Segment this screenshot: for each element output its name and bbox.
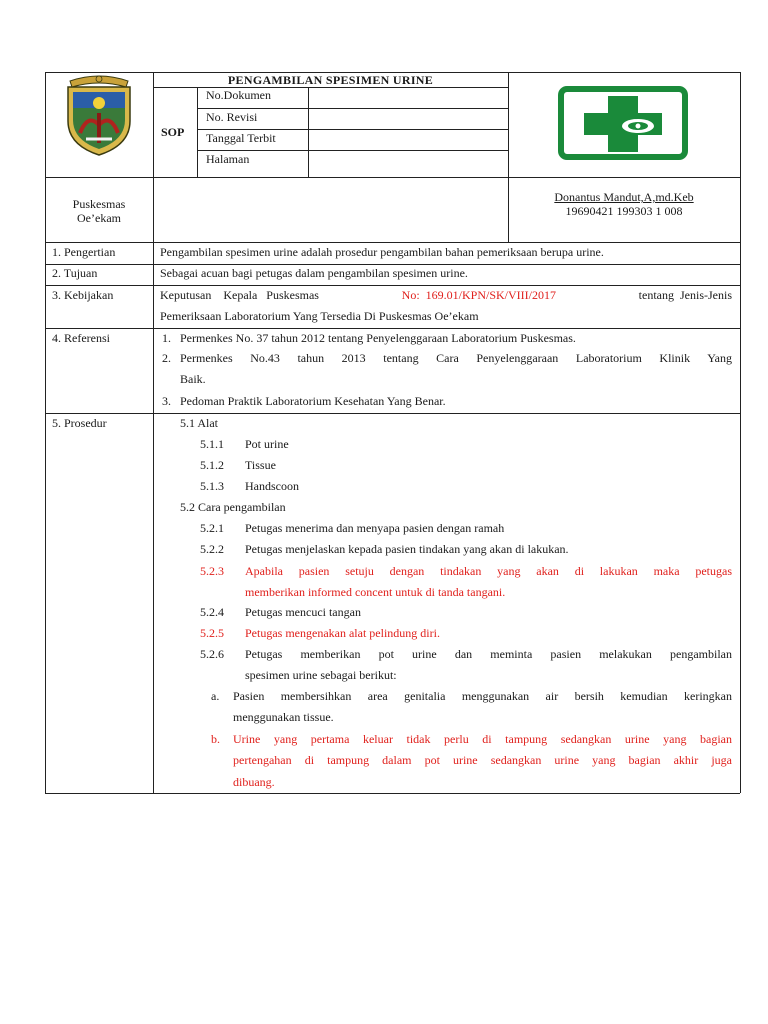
- doc-field-no-dokumen: No.Dokumen: [206, 88, 271, 102]
- sub-item-num: a.: [211, 689, 220, 703]
- cara-item-num: 5.2.4: [200, 605, 224, 619]
- section-label-kebijakan: 3. Kebijakan: [52, 288, 114, 302]
- cara-item-text: Petugas menerima dan menyapa pasien dengan ramah: [245, 521, 505, 535]
- sub-item-text-cont: menggunakan tissue.: [233, 710, 334, 724]
- org-name-line2: Oe’ekam: [77, 211, 121, 225]
- cara-heading: 5.2 Cara pengambilan: [180, 500, 286, 514]
- cara-item-num: 5.2.6: [200, 647, 224, 661]
- doc-field-tanggal-terbit: Tanggal Terbit: [206, 131, 276, 145]
- referensi-item-text-cont: Baik.: [180, 372, 206, 386]
- signer-name: Donantus Mandut,A,md.Keb: [554, 190, 694, 204]
- sub-item-text: Urine yang pertama keluar tidak perlu di tampung sedangkan urine yang bagian: [233, 732, 732, 746]
- referensi-item-num: 2.: [162, 351, 171, 365]
- cara-item-num: 5.2.3: [200, 564, 224, 578]
- alat-item-num: 5.1.3: [200, 479, 224, 493]
- puskesmas-cross-logo-icon: [558, 86, 688, 160]
- referensi-item-text: Permenkes No.43 tahun 2013 tentang Cara Penyelenggaraan Laboratorium Klinik Yang: [180, 351, 732, 365]
- sub-item-num: b.: [211, 732, 220, 746]
- cara-item-text: Apabila pasien setuju dengan tindakan yang akan di lakukan maka petugas: [245, 564, 732, 578]
- section-label-referensi: 4. Referensi: [52, 331, 110, 345]
- cara-item-text: Petugas mengenakan alat pelindung diri.: [245, 626, 440, 640]
- cara-item-text: Petugas memberikan pot urine dan meminta pasien melakukan pengambilan: [245, 647, 732, 661]
- cara-item-text-cont: spesimen urine sebagai berikut:: [245, 668, 397, 682]
- org-name-line1: Puskesmas: [72, 197, 126, 211]
- cara-item-text-cont: memberikan informed concent untuk di tanda tangani.: [245, 585, 506, 599]
- section-label-tujuan: 2. Tujuan: [52, 266, 98, 280]
- doc-field-halaman: Halaman: [206, 152, 250, 166]
- sub-item-text: Pasien membersihkan area genitalia menggunakan air bersih kemudian keringkan: [233, 689, 732, 703]
- section-label-pengertian: 1. Pengertian: [52, 245, 116, 259]
- doc-field-no-revisi: No. Revisi: [206, 110, 258, 124]
- tujuan-text: Sebagai acuan bagi petugas dalam pengambilan spesimen urine.: [160, 266, 468, 280]
- alat-item-text: Handscoon: [245, 479, 299, 493]
- cara-item-num: 5.2.2: [200, 542, 224, 556]
- kebijakan-line1-pre: Keputusan Kepala Puskesmas: [160, 288, 319, 302]
- referensi-item-text: Pedoman Praktik Laboratorium Kesehatan Yang Benar.: [180, 394, 446, 408]
- cara-item-text: Petugas menjelaskan kepada pasien tindakan yang akan di lakukan.: [245, 542, 569, 556]
- referensi-item-num: 1.: [162, 331, 171, 345]
- cara-item-num: 5.2.1: [200, 521, 224, 535]
- kebijakan-line2: Pemeriksaan Laboratorium Yang Tersedia Di Puskesmas Oe’ekam: [160, 309, 479, 323]
- alat-item-num: 5.1.2: [200, 458, 224, 472]
- cara-item-num: 5.2.5: [200, 626, 224, 640]
- cara-item-text: Petugas mencuci tangan: [245, 605, 361, 619]
- section-label-prosedur: 5. Prosedur: [52, 416, 107, 430]
- document-title: PENGAMBILAN SPESIMEN URINE: [227, 73, 434, 87]
- regency-crest-icon: [58, 73, 140, 157]
- alat-item-text: Tissue: [245, 458, 276, 472]
- alat-item-text: Pot urine: [245, 437, 289, 451]
- sop-label: SOP: [161, 125, 185, 139]
- referensi-item-text: Permenkes No. 37 tahun 2012 tentang Penyelenggaraan Laboratorium Puskesmas.: [180, 331, 576, 345]
- alat-item-num: 5.1.1: [200, 437, 224, 451]
- kebijakan-decree-number: No: 169.01/KPN/SK/VIII/2017: [401, 288, 556, 302]
- referensi-item-num: 3.: [162, 394, 171, 408]
- kebijakan-line1: [160, 288, 732, 303]
- kebijakan-line1-post: tentang Jenis-Jenis: [638, 288, 732, 302]
- alat-heading: 5.1 Alat: [180, 416, 218, 430]
- sub-item-text-cont: dibuang.: [233, 775, 275, 789]
- pengertian-text: Pengambilan spesimen urine adalah prosedur pengambilan bahan pemeriksaan berupa urine.: [160, 245, 604, 259]
- sub-item-text-cont: pertengahan di tampung dalam pot urine sedangkan urine yang bagian akhir juga: [233, 753, 732, 767]
- signer-nip: 19690421 199303 1 008: [565, 204, 683, 218]
